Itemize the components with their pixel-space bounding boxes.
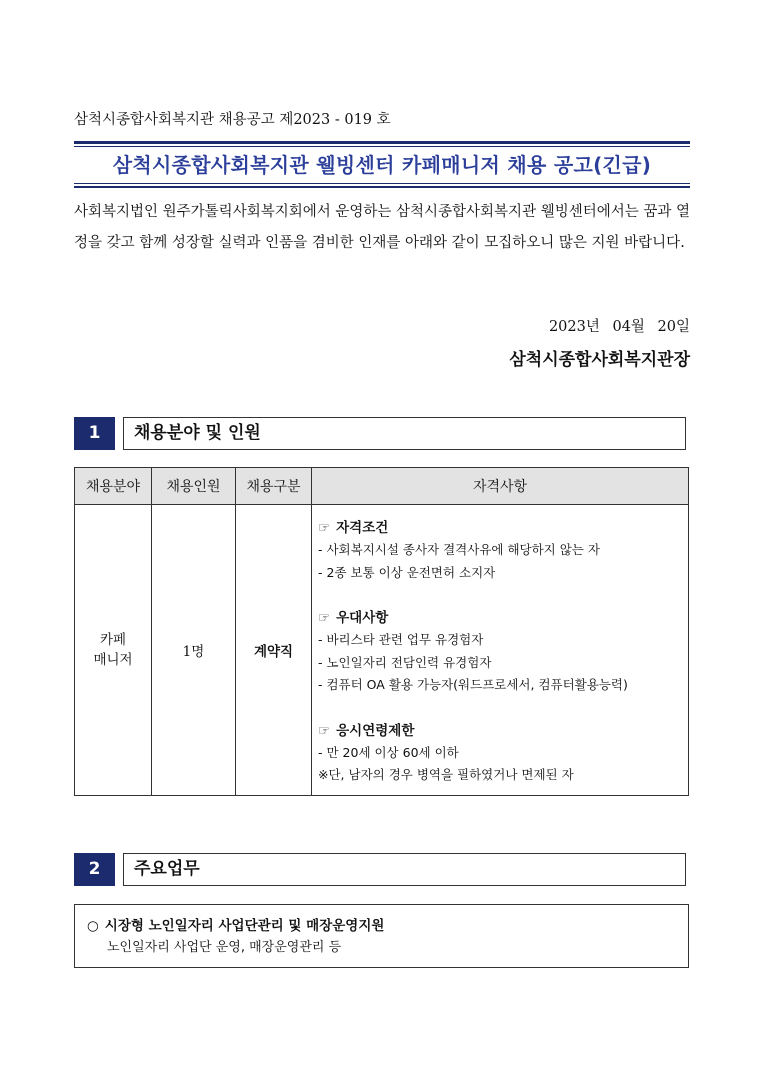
pointing-hand-icon: ☞ [318, 610, 331, 626]
notice-number: 삼척시종합사회복지관 채용공고 제2023 - 019 호 [74, 112, 391, 128]
qual-item: ※단, 남자의 경우 병역을 필하였거나 면제된 자 [318, 767, 574, 782]
section-number-1: 1 [74, 417, 115, 450]
col-header-field: 채용분야 [75, 468, 152, 505]
title-rule-top [74, 141, 690, 144]
page-title: 삼척시종합사회복지관 웰빙센터 카페매니저 채용 공고(긴급) [112, 153, 652, 177]
qual-item: - 2종 보통 이상 운전면허 소지자 [318, 564, 496, 580]
qual-item: - 노인일자리 전담인력 유경험자 [318, 654, 492, 670]
qual-item: - 바리스타 관련 업무 유경험자 [318, 632, 484, 647]
col-header-type: 채용구분 [236, 468, 312, 505]
col-header-count: 채용인원 [152, 468, 236, 505]
qual-heading: ☞ 자격조건 [318, 520, 389, 536]
circle-bullet-icon: ○ [87, 918, 99, 934]
title-rule-top-thin [74, 146, 690, 147]
intro-paragraph: 사회복지법인 원주가톨릭사회복지회에서 운영하는 삼척시종합사회복지관 웰빙센터에서는 꿈과 열정을 갖고 함께 성장할 실력과 인품을 겸비한 인재를 아래와 같이 모집하오니 많은 지원 바랍니다. [74, 204, 690, 251]
cell-field: 카페 매니저 [75, 505, 152, 796]
cell-qualifications [312, 505, 689, 796]
qual-item: - 컴퓨터 OA 활용 가능자(워드프로세서, 컴퓨터활용능력) [318, 677, 628, 692]
table-row [75, 505, 689, 796]
col-header-qualifications: 자격사항 [312, 468, 689, 505]
qual-item: - 만 20세 이상 60세 이하 [318, 744, 459, 760]
cell-count: 1명 [152, 505, 236, 796]
qual-heading: ☞ 응시연령제한 [318, 722, 415, 739]
section-title-2: 주요업무 [123, 853, 686, 886]
qual-heading: ☞ 우대사항 [318, 610, 389, 626]
signer: 삼척시종합사회복지관장 [509, 350, 690, 370]
cell-type: 계약직 [236, 505, 312, 796]
table-header-row [75, 468, 689, 505]
pointing-hand-icon: ☞ [318, 722, 331, 739]
section-number-2: 2 [74, 853, 115, 886]
title-rule-bottom-thin [74, 183, 690, 184]
issue-date: 2023년 04월 20일 [548, 319, 690, 335]
section-title-1: 채용분야 및 인원 [123, 417, 686, 450]
title-rule-bottom [74, 186, 690, 188]
duty-box [74, 904, 689, 968]
duty-heading: ○ 시장형 노인일자리 사업단관리 및 매장운영지원 [87, 918, 385, 934]
duty-detail: 노인일자리 사업단 운영, 매장운영관리 등 [107, 940, 342, 955]
pointing-hand-icon: ☞ [318, 520, 331, 536]
recruitment-table [74, 467, 689, 796]
qual-item: - 사회복지시설 종사자 결격사유에 해당하지 않는 자 [318, 542, 600, 557]
